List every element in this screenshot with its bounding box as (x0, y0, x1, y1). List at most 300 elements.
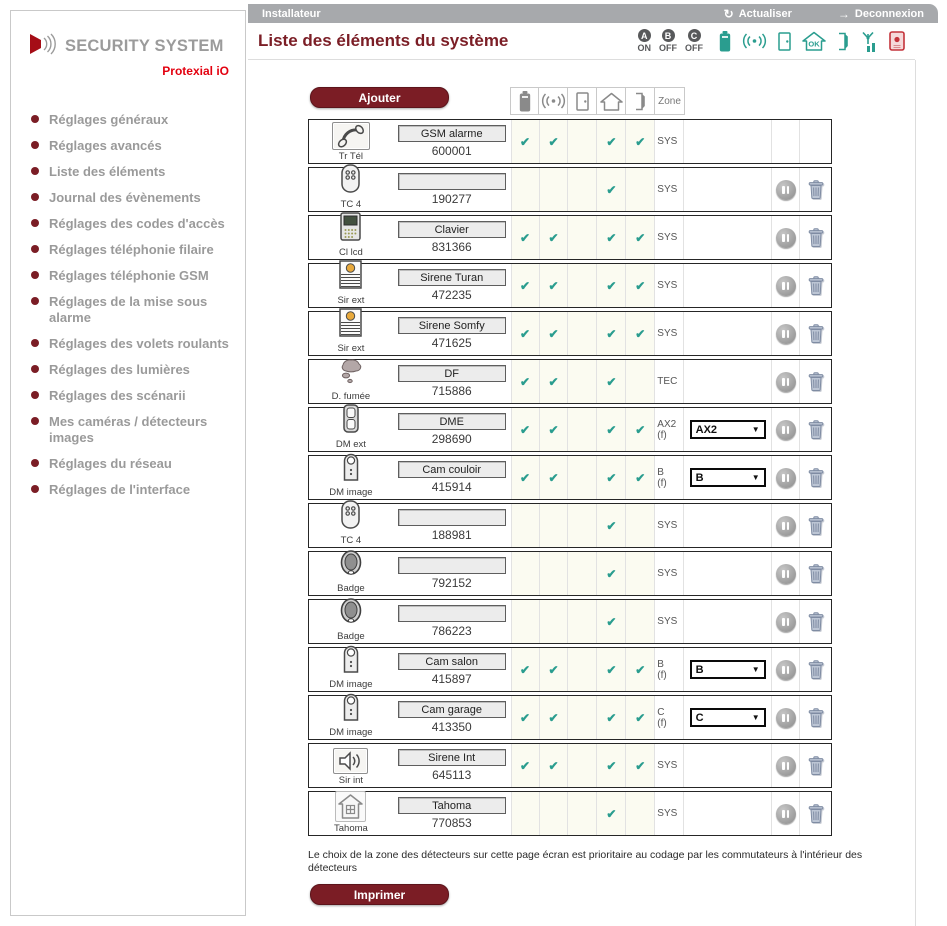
zone-select-cell (684, 648, 772, 691)
element-name-input[interactable] (398, 365, 506, 382)
zone-label: TEC (655, 360, 684, 403)
battery-check-cell: ✔ (511, 216, 540, 259)
sidebar-item-12[interactable] (29, 414, 237, 446)
element-name-input[interactable] (398, 701, 506, 718)
zone-select-cell (684, 504, 772, 547)
battery-check-cell: ✔ (511, 264, 540, 307)
radio-check-cell (540, 168, 569, 211)
bullet-icon (31, 271, 39, 279)
radio-check-cell (540, 792, 569, 835)
sidebar-item-9[interactable] (29, 336, 237, 352)
page-header (248, 23, 915, 60)
battery-check-cell: ✔ (511, 696, 540, 739)
battery-check-cell (511, 792, 540, 835)
battery-check-cell: ✔ (511, 120, 540, 163)
delete-button[interactable] (808, 660, 824, 679)
delete-button[interactable] (808, 468, 824, 487)
delete-button[interactable] (808, 276, 824, 295)
device-type-label: Tr Tél (338, 151, 364, 162)
door-check-cell (568, 360, 597, 403)
device-cell (309, 456, 393, 499)
zone-select[interactable]: C ▼ (690, 708, 766, 727)
door-check-cell (568, 408, 597, 451)
exit-check-cell (626, 168, 655, 211)
element-name-input[interactable] (398, 749, 506, 766)
door-check-cell (568, 600, 597, 643)
element-name-input[interactable] (398, 269, 506, 286)
element-serial: 715886 (431, 384, 472, 398)
bullet-icon (31, 417, 39, 425)
device-cell (309, 600, 393, 643)
svg-text:OK: OK (808, 39, 820, 49)
device-type-label: DM image (329, 487, 373, 498)
radio-icon (742, 33, 767, 49)
delete-button[interactable] (808, 420, 824, 439)
exit-check-cell (626, 792, 655, 835)
pause-cell (772, 456, 800, 499)
door-check-cell (568, 504, 597, 547)
battery-check-cell: ✔ (511, 408, 540, 451)
exit-check-cell: ✔ (626, 744, 655, 787)
siren-icon (889, 31, 905, 51)
antenna-icon (860, 31, 878, 52)
zone-b-indicator: B OFF (659, 30, 677, 53)
refresh-button[interactable]: ↻ Actualiser (723, 6, 792, 21)
pause-cell (772, 168, 800, 211)
name-cell (393, 120, 511, 163)
pause-cell (772, 696, 800, 739)
pause-cell (772, 600, 800, 643)
delete-button[interactable] (808, 180, 824, 199)
sidebar-item-label: Réglages téléphonie GSM (49, 268, 209, 283)
sidebar-item-5[interactable] (29, 216, 237, 232)
zone-select[interactable]: B ▼ (690, 468, 766, 487)
trash-cell (800, 792, 831, 835)
sidebar-item-label: Réglages des lumières (49, 362, 190, 377)
exit-check-cell: ✔ (626, 648, 655, 691)
radio-check-cell: ✔ (540, 360, 569, 403)
sidebar-item-11[interactable] (29, 388, 237, 404)
device-cell (309, 696, 393, 739)
name-cell (393, 360, 511, 403)
zone-label: SYS (655, 312, 684, 355)
sidebar-item-10[interactable] (29, 362, 237, 378)
element-name-input[interactable] (398, 557, 506, 574)
sidebar-item-label: Réglages de l'interface (49, 482, 191, 497)
delete-button[interactable] (808, 756, 824, 775)
name-cell (393, 312, 511, 355)
sidebar-item-7[interactable] (29, 268, 237, 284)
table-row (308, 455, 832, 500)
house-check-cell: ✔ (597, 264, 626, 307)
radio-check-cell: ✔ (540, 456, 569, 499)
house-check-cell: ✔ (597, 504, 626, 547)
element-name-input[interactable] (398, 413, 506, 430)
name-cell (393, 648, 511, 691)
house-check-cell: ✔ (597, 360, 626, 403)
zone-select-cell (684, 360, 772, 403)
house-check-cell: ✔ (597, 744, 626, 787)
device-cell (309, 648, 393, 691)
table-row (308, 695, 832, 740)
zone-select-cell (684, 552, 772, 595)
bullet-icon (31, 297, 39, 305)
delete-button[interactable] (808, 564, 824, 583)
zone-select-cell (684, 168, 772, 211)
house-check-cell: ✔ (597, 120, 626, 163)
pause-button[interactable] (776, 324, 796, 344)
delete-button[interactable] (808, 516, 824, 535)
pause-cell (772, 216, 800, 259)
logout-button[interactable]: → Deconnexion (837, 6, 924, 21)
dm-ext-icon (343, 404, 359, 438)
bullet-icon (31, 115, 39, 123)
battery-check-cell (511, 552, 540, 595)
exit-check-cell: ✔ (626, 216, 655, 259)
battery-check-cell: ✔ (511, 456, 540, 499)
pause-button[interactable] (776, 516, 796, 536)
pause-cell (772, 792, 800, 835)
radio-check-cell: ✔ (540, 312, 569, 355)
dm-image-icon (342, 452, 360, 486)
house-check-cell: ✔ (597, 216, 626, 259)
column-header-battery-icon (510, 87, 539, 115)
trash-cell (800, 408, 831, 451)
door-check-cell (568, 264, 597, 307)
exit-check-cell: ✔ (626, 120, 655, 163)
element-name-input[interactable] (398, 221, 506, 238)
zone-select-cell (684, 216, 772, 259)
zone-select-cell (684, 120, 772, 163)
element-name-input[interactable] (398, 509, 506, 526)
name-cell (393, 456, 511, 499)
element-name-input[interactable] (398, 653, 506, 670)
element-serial: 645113 (432, 768, 472, 782)
delete-button[interactable] (808, 612, 824, 631)
device-type-label: Sir ext (337, 295, 365, 306)
trash-cell (800, 456, 831, 499)
sidebar-item-label: Mes caméras / détecteurs images (49, 414, 208, 445)
zone-a-indicator: A ON (637, 30, 651, 53)
table-row (308, 359, 832, 404)
device-type-label: TC 4 (340, 535, 362, 546)
name-cell (393, 264, 511, 307)
house-check-cell: ✔ (597, 648, 626, 691)
name-cell (393, 216, 511, 259)
tc4-icon (341, 500, 360, 534)
trash-cell (800, 168, 831, 211)
zone-label: B (f) (655, 648, 684, 691)
print-button[interactable]: Imprimer (310, 884, 449, 905)
element-name-input[interactable] (398, 173, 506, 190)
zone-label: SYS (655, 216, 684, 259)
element-serial: 415914 (431, 480, 472, 494)
trash-cell (800, 360, 831, 403)
door-check-cell (568, 552, 597, 595)
device-cell (309, 360, 393, 403)
bullet-icon (31, 459, 39, 467)
pause-cell (772, 312, 800, 355)
sidebar-item-label: Réglages généraux (49, 112, 169, 127)
element-name-input[interactable] (398, 125, 506, 142)
pause-button[interactable] (776, 804, 796, 824)
pause-cell (772, 744, 800, 787)
trash-cell (800, 744, 831, 787)
zone-select-cell (684, 744, 772, 787)
sidebar-item-14[interactable] (29, 482, 237, 498)
battery-check-cell (511, 504, 540, 547)
sir-ext-icon (339, 260, 362, 294)
pause-button[interactable] (776, 180, 796, 200)
battery-check-cell: ✔ (511, 312, 540, 355)
exit-check-cell (626, 552, 655, 595)
zone-select[interactable]: AX2 ▼ (690, 420, 766, 439)
battery-check-cell: ✔ (511, 744, 540, 787)
element-serial: 831366 (431, 240, 472, 254)
chevron-down-icon: ▼ (751, 713, 760, 722)
sidebar-item-label: Liste des éléments (49, 164, 166, 179)
column-header-house-icon (597, 87, 626, 115)
table-row (308, 743, 832, 788)
element-serial: 786223 (431, 624, 472, 638)
bullet-icon (31, 141, 39, 149)
door-check-cell (568, 456, 597, 499)
radio-check-cell (540, 504, 569, 547)
table-row (308, 407, 832, 452)
element-serial: 298690 (431, 432, 472, 446)
element-serial: 472235 (431, 288, 472, 302)
device-cell (309, 792, 393, 835)
element-name-input[interactable] (398, 461, 506, 478)
zone-select-cell (684, 408, 772, 451)
device-type-label: Cl lcd (339, 247, 363, 258)
table-row (308, 311, 832, 356)
sidebar-menu (11, 112, 245, 498)
brand-subtitle: Protexial iO (162, 64, 229, 78)
battery-check-cell: ✔ (511, 648, 540, 691)
sidebar-item-1[interactable] (29, 112, 237, 128)
delete-button[interactable] (808, 372, 824, 391)
zone-label: SYS (655, 792, 684, 835)
status-bar (638, 29, 906, 53)
battery-check-cell: ✔ (511, 360, 540, 403)
sidebar-item-6[interactable] (29, 242, 237, 258)
table-row (308, 551, 832, 596)
table-row (308, 263, 832, 308)
house-check-cell: ✔ (597, 168, 626, 211)
page-title: Liste des éléments du système (258, 31, 509, 50)
refresh-icon: ↻ (723, 6, 734, 21)
zone-label: AX2 (f) (655, 408, 684, 451)
zone-label: SYS (655, 168, 684, 211)
device-type-label: DM image (329, 727, 373, 738)
pause-button[interactable] (776, 276, 796, 296)
arrow-right-icon: → (837, 6, 850, 21)
radio-check-cell: ✔ (540, 648, 569, 691)
sir-int-icon (333, 748, 368, 774)
name-cell (393, 792, 511, 835)
sidebar-item-label: Journal des évènements (49, 190, 201, 205)
radio-check-cell: ✔ (540, 216, 569, 259)
table-row (308, 599, 832, 644)
d-fumee-icon (338, 356, 364, 390)
radio-check-cell: ✔ (540, 264, 569, 307)
bullet-icon (31, 193, 39, 201)
sidebar-item-3[interactable] (29, 164, 237, 180)
zone-label: B (f) (655, 456, 684, 499)
radio-check-cell: ✔ (540, 120, 569, 163)
delete-button[interactable] (808, 228, 824, 247)
zone-label: SYS (655, 264, 684, 307)
device-type-label: Sir int (338, 775, 364, 786)
door-check-cell (568, 216, 597, 259)
trash-cell (800, 504, 831, 547)
brand-title: SECURITY SYSTEM (65, 37, 224, 55)
delete-button[interactable] (808, 804, 824, 823)
house-check-cell: ✔ (597, 312, 626, 355)
pause-button[interactable] (776, 612, 796, 632)
table-row (308, 791, 832, 836)
element-name-input[interactable] (398, 605, 506, 622)
battery-icon (719, 31, 731, 52)
pause-button[interactable] (776, 708, 796, 728)
device-type-label: Tahoma (334, 823, 368, 834)
pause-button[interactable] (776, 468, 796, 488)
element-name-input[interactable] (398, 317, 506, 334)
door-check-cell (568, 312, 597, 355)
zone-select-cell (684, 696, 772, 739)
device-cell (309, 264, 393, 307)
table-row (308, 167, 832, 212)
system-status-icons (719, 31, 905, 52)
topbar (248, 4, 938, 23)
zone-label: C (f) (655, 696, 684, 739)
door-check-cell (568, 696, 597, 739)
zone-c-indicator: C OFF (685, 30, 703, 53)
zone-select-cell (684, 264, 772, 307)
device-cell (309, 168, 393, 211)
house-ok-icon (802, 31, 826, 51)
zone-select-cell (684, 312, 772, 355)
column-header-door-open-icon (626, 87, 655, 115)
tc4-icon (341, 164, 360, 198)
table-row (308, 119, 832, 164)
pause-button[interactable] (776, 564, 796, 584)
house-check-cell: ✔ (597, 408, 626, 451)
battery-check-cell (511, 600, 540, 643)
zone-label: SYS (655, 552, 684, 595)
device-cell (309, 504, 393, 547)
door-check-cell (568, 648, 597, 691)
table-row (308, 647, 832, 692)
pause-button[interactable] (776, 420, 796, 440)
zone-label: SYS (655, 120, 684, 163)
pause-button[interactable] (776, 372, 796, 392)
trash-cell (800, 696, 831, 739)
trash-cell (800, 120, 831, 163)
element-serial: 415897 (431, 672, 472, 686)
sidebar-item-label: Réglages téléphonie filaire (49, 242, 214, 257)
pause-cell (772, 504, 800, 547)
radio-check-cell: ✔ (540, 744, 569, 787)
name-cell (393, 744, 511, 787)
trash-cell (800, 648, 831, 691)
exit-check-cell (626, 504, 655, 547)
device-type-label: TC 4 (340, 199, 362, 210)
column-header-radio-icon (539, 87, 568, 115)
trash-cell (800, 216, 831, 259)
table-row (308, 503, 832, 548)
device-type-label: DM ext (335, 439, 366, 450)
door-closed-icon (778, 32, 791, 51)
device-type-label: Badge (337, 631, 365, 642)
sidebar-item-13[interactable] (29, 456, 237, 472)
dm-image-icon (342, 692, 360, 726)
delete-button[interactable] (808, 708, 824, 727)
element-serial: 188981 (431, 528, 472, 542)
device-cell (309, 120, 393, 163)
sidebar-item-label: Réglages des scénarii (49, 388, 186, 403)
chevron-down-icon: ▼ (751, 665, 760, 674)
column-header-zone: Zone (655, 87, 685, 115)
zone-status-group (638, 29, 704, 53)
table-column-headers (510, 87, 685, 115)
name-cell (393, 168, 511, 211)
badge-icon (340, 550, 362, 582)
bullet-icon (31, 391, 39, 399)
sidebar-item-label: Réglages des codes d'accès (49, 216, 225, 231)
zone-select[interactable]: B ▼ (690, 660, 766, 679)
tr-tel-icon (332, 122, 370, 150)
bullet-icon (31, 339, 39, 347)
element-name-input[interactable] (398, 797, 506, 814)
radio-check-cell: ✔ (540, 408, 569, 451)
radio-check-cell: ✔ (540, 696, 569, 739)
dm-image-icon (342, 644, 360, 678)
name-cell (393, 600, 511, 643)
sidebar-item-label: Réglages avancés (49, 138, 162, 153)
door-check-cell (568, 120, 597, 163)
pause-button[interactable] (776, 660, 796, 680)
pause-button[interactable] (776, 228, 796, 248)
sidebar-item-8[interactable] (29, 294, 237, 326)
sir-ext-icon (339, 308, 362, 342)
device-type-label: DM image (329, 679, 373, 690)
bullet-icon (31, 365, 39, 373)
element-serial: 190277 (431, 192, 472, 206)
element-serial: 600001 (431, 144, 472, 158)
trash-cell (800, 312, 831, 355)
house-check-cell: ✔ (597, 456, 626, 499)
exit-check-cell: ✔ (626, 408, 655, 451)
trash-cell (800, 264, 831, 307)
add-button[interactable]: Ajouter (310, 87, 449, 108)
sidebar-item-2[interactable] (29, 138, 237, 154)
zone-priority-note: Le choix de la zone des détecteurs sur cette page écran est prioritaire au codage par les commutateurs à l'intérieur des détecteurs (308, 849, 863, 874)
exit-check-cell (626, 600, 655, 643)
door-check-cell (568, 744, 597, 787)
device-type-label: Sir ext (337, 343, 365, 354)
badge-icon (340, 598, 362, 630)
pause-button[interactable] (776, 756, 796, 776)
pause-cell (772, 408, 800, 451)
pause-cell (772, 120, 800, 163)
elements-table (308, 119, 832, 839)
delete-button[interactable] (808, 324, 824, 343)
chevron-down-icon: ▼ (751, 473, 760, 482)
trash-cell (800, 552, 831, 595)
sidebar-item-4[interactable] (29, 190, 237, 206)
